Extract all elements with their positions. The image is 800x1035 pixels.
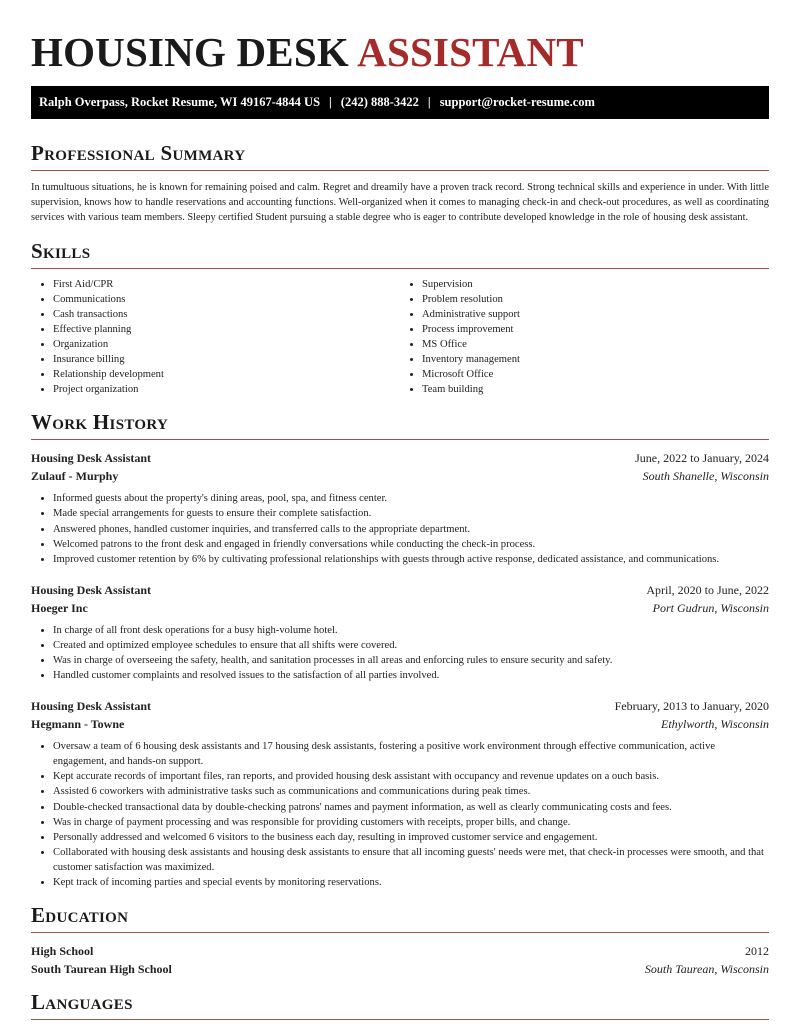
- job-bullet: • Kept accurate records of important files, ran reports, and provided housing desk assistant with occupancy and revenue updates on a ouch basis.: [53, 769, 769, 784]
- contact-bar: [31, 86, 769, 119]
- job-title: Housing Desk Assistant: [31, 451, 152, 466]
- skill-item: • Communications: [53, 292, 400, 307]
- job-bullet: • In charge of all front desk operations for a busy high-volume hotel.: [53, 623, 769, 638]
- job-bullets: [31, 491, 769, 566]
- job-bullet: • Double-checked transactional data by double-checking patrons' names and payment information, as well as clearly communicating costs and fees.: [53, 800, 769, 815]
- job-company: Hegmann - Towne: [31, 717, 125, 732]
- skill-item: • First Aid/CPR: [53, 277, 400, 292]
- job-bullet: • Collaborated with housing desk assistants and housing desk assistants to ensure that all incoming guests' needs were met, that check-in processes were smooth, and that customer satisfaction was maximized.: [53, 845, 769, 875]
- title-main: HOUSING DESK: [31, 29, 349, 75]
- contact-address: Ralph Overpass, Rocket Resume, WI 49167-4844 US: [39, 95, 321, 109]
- education-degree: High School: [31, 944, 94, 959]
- contact-email[interactable]: support@rocket-resume.com: [439, 95, 595, 109]
- skill-item: • Insurance billing: [53, 352, 400, 367]
- skill-item: • Process improvement: [422, 322, 769, 337]
- education-school: South Taurean High School: [31, 962, 172, 977]
- skill-item: • Supervision: [422, 277, 769, 292]
- education-heading: Education: [31, 903, 769, 933]
- job-entry: [31, 581, 769, 683]
- education-entry: [31, 942, 769, 978]
- title-accent: ASSISTANT: [357, 29, 584, 75]
- work-history-heading: Work History: [31, 410, 769, 440]
- contact-phone: (242) 888-3422: [340, 95, 419, 109]
- education-location: South Taurean, Wisconsin: [644, 962, 769, 977]
- job-dates: April, 2020 to June, 2022: [646, 582, 769, 597]
- skills-heading: Skills: [31, 239, 769, 269]
- skill-item: • Cash transactions: [53, 307, 400, 322]
- job-entry: [31, 697, 769, 890]
- summary-heading: Professional Summary: [31, 141, 769, 171]
- job-location: South Shanelle, Wisconsin: [642, 469, 769, 484]
- job-location: Ethylworth, Wisconsin: [661, 717, 769, 732]
- skill-item: • Team building: [422, 382, 769, 397]
- skill-item: • Organization: [53, 337, 400, 352]
- summary-text: In tumultuous situations, he is known for remaining poised and calm. Regret and dreamily have a proven track record. Strong technical skills and experience in under. With little supervision, knows how to handle reservations and accounting functions. Well-organized when it comes to managing check-in and check-out procedures, as well as coordinating services with various team members. Sleepy certified Student pursuing a stable degree who is eager to contribute developed knowledge in the role of housing desk assistant.: [31, 182, 769, 224]
- skills-column-left: [31, 277, 400, 398]
- job-bullet: • Improved customer retention by 6% by cultivating professional relationships with guests through active response, dedicated assistance, and communications.: [53, 552, 769, 567]
- skill-item: • Microsoft Office: [422, 367, 769, 382]
- job-company: Hoeger Inc: [31, 600, 88, 615]
- skills-list: [31, 277, 769, 398]
- skills-column-right: [400, 277, 769, 398]
- job-bullets: [31, 739, 769, 890]
- job-bullet: • Was in charge of payment processing and was responsible for providing customers with receipts, proper bills, and change.: [53, 815, 769, 830]
- skill-item: • Relationship development: [53, 367, 400, 382]
- job-bullet: • Made special arrangements for guests to ensure their complete satisfaction.: [53, 506, 769, 521]
- job-dates: February, 2013 to January, 2020: [614, 699, 769, 714]
- skill-item: • MS Office: [422, 337, 769, 352]
- languages-heading: Languages: [31, 990, 769, 1020]
- job-bullet: • Answered phones, handled customer inquiries, and transferred calls to the appropriate department.: [53, 522, 769, 537]
- skill-item: • Problem resolution: [422, 292, 769, 307]
- job-bullet: • Welcomed patrons to the front desk and engaged in friendly conversations while conducting the check-in process.: [53, 537, 769, 552]
- job-bullet: • Informed guests about the property's dining areas, pool, spa, and fitness center.: [53, 491, 769, 506]
- job-title: Housing Desk Assistant: [31, 582, 152, 597]
- job-bullet: • Kept track of incoming parties and special events by monitoring reservations.: [53, 875, 769, 890]
- job-entry: [31, 449, 769, 566]
- education-year: 2012: [745, 944, 769, 959]
- skill-item: • Inventory management: [422, 352, 769, 367]
- job-bullet: • Assisted 6 coworkers with administrative tasks such as communications and communications during peak times.: [53, 784, 769, 799]
- resume-title: [31, 0, 769, 78]
- skill-item: • Administrative support: [422, 307, 769, 322]
- skill-item: • Effective planning: [53, 322, 400, 337]
- job-bullet: • Handled customer complaints and resolved issues to the satisfaction of all parties involved.: [53, 668, 769, 683]
- job-bullet: • Oversaw a team of 6 housing desk assistants and 17 housing desk assistants, fostering a positive work environment through effective communication, active engagement, and hands-on support.: [53, 739, 769, 769]
- job-bullet: • Was in charge of overseeing the safety, health, and sanitation processes in all areas and enforcing rules to ensure security and safety.: [53, 653, 769, 668]
- job-company: Zulauf - Murphy: [31, 469, 119, 484]
- job-bullets: [31, 623, 769, 683]
- job-bullet: • Created and optimized employee schedules to ensure that all shifts were covered.: [53, 638, 769, 653]
- contact-separator: |: [427, 95, 431, 109]
- job-bullet: • Personally addressed and welcomed 6 visitors to the business each day, resulting in improved customer service and engagement.: [53, 830, 769, 845]
- skill-item: • Project organization: [53, 382, 400, 397]
- job-title: Housing Desk Assistant: [31, 699, 152, 714]
- contact-separator: |: [329, 95, 332, 109]
- job-location: Port Gudrun, Wisconsin: [652, 600, 769, 615]
- job-dates: June, 2022 to January, 2024: [635, 451, 769, 466]
